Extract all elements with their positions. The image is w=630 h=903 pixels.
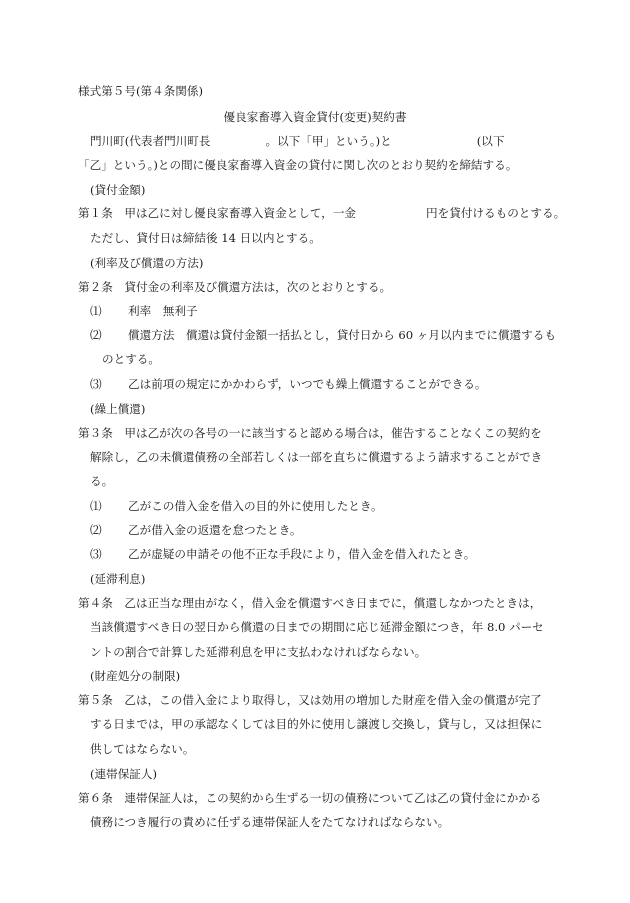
article-6-heading: (連帯保証人) (90, 767, 158, 781)
article-3-line-3: る。 (90, 474, 114, 488)
article-1-heading: (貸付金額) (90, 183, 146, 197)
item-text: 乙が虚疑の申請その他不正な手段により，借入金を借入れたとき。 (128, 547, 476, 561)
article-3-line-1: 第３条 甲は乙が次の各号の一に該当すると認める場合は，催告することなくこの契約を (78, 426, 542, 440)
article-2-line-1: 第２条 貸付金の利率及び償還方法は，次のとおりとする。 (78, 280, 392, 294)
preamble-line-1 (90, 134, 504, 148)
item-text: 利率 無利子 (128, 304, 198, 318)
article-5-heading: (財産処分の制限) (90, 669, 181, 683)
article-6-line-1: 第６条 連帯保証人は，この契約から生ずる一切の債務について乙は乙の貸付金にかかる (78, 791, 542, 805)
article-4-line-3: ントの割合で計算した延滞利息を甲に支払わなければならない。 (90, 645, 427, 659)
article-3-item-1 (90, 499, 383, 513)
article-2-item-1 (90, 304, 198, 318)
article-2-item-3 (90, 377, 486, 391)
item-text: 乙が借入金の返還を怠つたとき。 (128, 523, 302, 537)
article-3-item-3 (90, 547, 475, 561)
document-title: 優良家畜導入資金貸付(変更)契約書 (223, 110, 407, 124)
article-2-item-2-continued: のとする。 (102, 352, 160, 366)
article-1-line-2: ただし、貸付日は締結後 14 日以内とする。 (90, 231, 321, 245)
item-number: ⑶ (90, 547, 102, 561)
article-5-line-3: 供してはならない。 (90, 742, 195, 756)
article-2-item-2 (90, 328, 556, 342)
item-text: 乙がこの借入金を借入の目的外に使用したとき。 (128, 499, 383, 513)
article-4-line-2: 当該償還すべき日の翌日から償還の日までの期間に応じ延滞金額につき，年 8.0 パーセ (90, 620, 544, 634)
article-3-line-2: 解除し，乙の未償還債務の全部若しくは一部を直ちに償還するよう請求することができ (90, 450, 543, 464)
item-number: ⑴ (90, 499, 102, 513)
preamble-party-b-suffix: (以下 (476, 134, 505, 148)
item-number: ⑵ (90, 523, 102, 537)
item-number: ⑵ (90, 328, 102, 342)
preamble-line-2: 「乙」という。)との間に優良家畜導入資金の貸付に関し次のとおり契約を締結する。 (78, 158, 518, 172)
item-text: 償還方法 償還は貸付金額一括払とし，貸付日から 60 ヶ月以内までに償還するも (128, 328, 556, 342)
article-4-line-1: 第４条 乙は正当な理由がなく，借入金を償還すべき日までに，償還しなかつたときは， (78, 596, 542, 610)
article-1-text-a: 第１条 甲は乙に対し優良家畜導入資金として，一金 (78, 206, 357, 220)
article-6-line-2: 債務につき履行の責めに任ずる連帯保証人をたてなければならない。 (90, 815, 450, 829)
article-5-line-2: する日までは，甲の承認なくしては目的外に使用し譲渡し交換し，貸与し，又は担保に (90, 717, 543, 731)
article-3-item-2 (90, 523, 301, 537)
article-1-text-b: 円を貸付けるものとする。 (426, 206, 566, 220)
article-4-heading: (延滞利息) (90, 572, 146, 586)
article-3-heading: (繰上償還) (90, 402, 146, 416)
item-number: ⑴ (90, 304, 102, 318)
item-number: ⑶ (90, 377, 102, 391)
form-label: 様式第５号(第４条関係) (78, 84, 203, 98)
preamble-party-a: 門川町(代表者門川町長 (90, 134, 211, 148)
preamble-party-a-suffix: 。以下「甲」という。)と (265, 134, 392, 148)
item-text: 乙は前項の規定にかかわらず，いつでも繰上償還することができる。 (128, 377, 487, 391)
article-2-heading: (利率及び償還の方法) (90, 256, 204, 270)
article-1-line-1 (78, 206, 565, 220)
article-5-line-1: 第５条 乙は，この借入金により取得し，又は効用の増加した財産を借入金の償還が完了 (78, 693, 542, 707)
